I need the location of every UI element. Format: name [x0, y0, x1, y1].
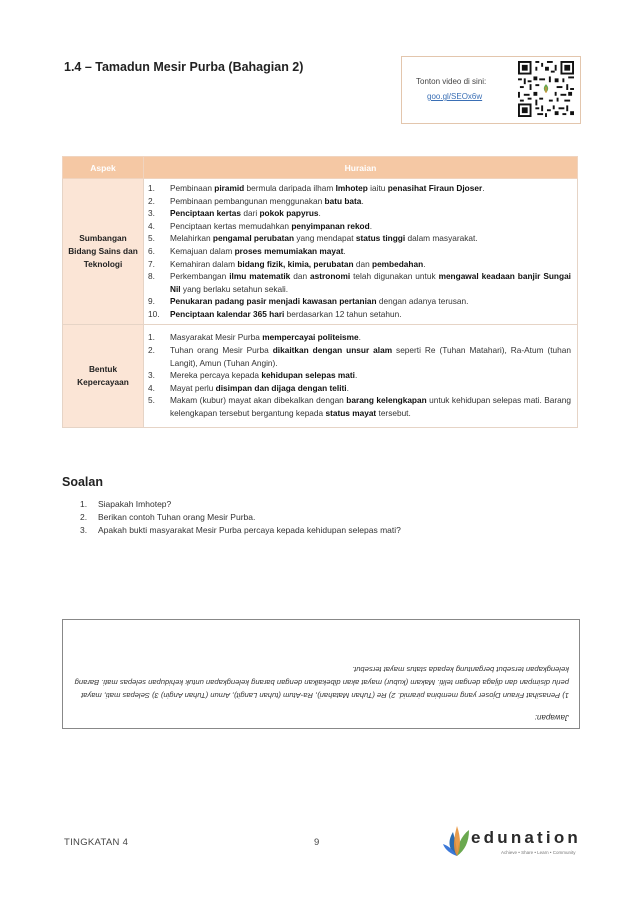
- page-title: 1.4 – Tamadun Mesir Purba (Bahagian 2): [64, 60, 304, 74]
- bold-text: astronomi: [310, 271, 351, 282]
- text: berdasarkan 12 tahun setahun.: [284, 308, 402, 319]
- bold-text: pengamal perubatan: [212, 233, 295, 244]
- list-item: [148, 394, 571, 419]
- table-row: [63, 324, 578, 427]
- text: .: [346, 382, 349, 393]
- text: .: [361, 195, 364, 206]
- list-item: [148, 232, 571, 245]
- answer-label: Jawapan:: [534, 713, 569, 722]
- text: seperti Re (Tuhan Matahari), Ra-Atum (tuhan Langit), Amun (Tuhan Angin).: [170, 345, 571, 368]
- bold-text: kehidupan selepas mati: [261, 370, 355, 381]
- text: Makam (kubur) mayat akan dibekalkan dengan: [170, 395, 347, 406]
- list-item-number: 6.: [148, 245, 155, 256]
- bold-text: penasihat Firaun Djoser: [387, 183, 483, 193]
- text: Pembinaan: [170, 183, 215, 193]
- soalan-heading: Soalan: [62, 475, 103, 489]
- text: Penciptaan kertas memudahkan: [170, 220, 292, 231]
- list-item: [148, 344, 571, 369]
- question-number: 2.: [80, 512, 88, 523]
- bold-text: mempercayai politeisme: [262, 332, 359, 343]
- bold-text: pembedahan: [372, 258, 424, 269]
- text: telah digunakan untuk: [350, 271, 439, 282]
- video-callout: [401, 56, 581, 124]
- bold-text: ilmu matematik: [229, 271, 291, 282]
- bold-text: Penciptaan kertas: [170, 208, 242, 219]
- aspek-cell: Bentuk Kepercayaan: [63, 324, 144, 427]
- bold-text: pokok papyrus: [259, 208, 319, 219]
- list-item-number: 1.: [148, 332, 155, 343]
- table-header-huraian: Huraian: [144, 157, 578, 179]
- question-text: Siapakah Imhotep?: [98, 499, 172, 509]
- list-item-number: 9.: [148, 296, 155, 307]
- text: Perkembangan: [170, 271, 230, 282]
- text: Kemajuan dalam: [170, 245, 235, 256]
- bold-text: Penciptaan kalendar 365 hari: [170, 308, 285, 319]
- footer-form-level: TINGKATAN 4: [64, 837, 129, 848]
- list-item-number: 8.: [148, 271, 155, 282]
- bold-text: piramid: [214, 183, 245, 193]
- list-item-number: 3.: [148, 370, 155, 381]
- question-number: 3.: [80, 525, 88, 536]
- list-item-number: 7.: [148, 258, 155, 269]
- qr-code-icon[interactable]: [518, 61, 574, 117]
- huraian-list: [148, 331, 571, 419]
- text: .: [482, 183, 485, 193]
- bold-text: disimpan dan dijaga dengan teliti: [215, 382, 347, 393]
- list-item-number: 2.: [148, 195, 155, 206]
- table-row: [63, 179, 578, 325]
- text: Kemahiran dalam: [170, 258, 238, 269]
- bold-text: status mayat: [325, 408, 377, 419]
- question-text: Apakah bukti masyarakat Mesir Purba percaya kepada kehidupan selepas mati?: [98, 525, 401, 536]
- history-table: [62, 156, 578, 428]
- list-item: [148, 258, 571, 271]
- edunation-logo: [441, 824, 581, 860]
- list-item: [148, 220, 571, 233]
- video-label: Tonton video di sini:: [416, 77, 487, 86]
- list-item-number: 1.: [148, 183, 155, 193]
- edunation-leaf-icon: [441, 824, 473, 858]
- bold-text: batu bata: [324, 195, 362, 206]
- text: Mereka percaya kepada: [170, 370, 262, 381]
- text: yang berlaku setahun sekali.: [180, 283, 289, 294]
- text: Masyarakat Mesir Purba: [170, 332, 263, 343]
- text: tersebut.: [376, 408, 411, 419]
- bold-text: proses memumiakan mayat: [234, 245, 344, 256]
- page-number: 9: [314, 837, 320, 848]
- text: Tuhan orang Mesir Purba: [170, 345, 273, 356]
- question-text: Berikan contoh Tuhan orang Mesir Purba.: [98, 512, 256, 523]
- bold-text: Imhotep: [335, 183, 368, 193]
- text: Pembinaan pembangunan menggunakan: [170, 195, 325, 206]
- bold-text: penyimpanan rekod: [291, 220, 370, 231]
- list-item-number: 4.: [148, 382, 155, 393]
- question-number: 1.: [80, 499, 88, 509]
- bold-text: bidang fizik, kimia, perubatan: [237, 258, 354, 269]
- answer-box: [62, 619, 580, 729]
- list-item: [148, 295, 571, 308]
- table-header-row: [63, 157, 578, 179]
- logo-wordmark: edunation: [471, 828, 582, 847]
- text: .: [354, 370, 358, 381]
- text: dari: [241, 208, 260, 219]
- list-item-number: 2.: [148, 345, 155, 356]
- question-list: [80, 498, 401, 538]
- answer-upside-down: [63, 620, 579, 728]
- aspek-cell: Sumbangan Bidang Sains dan Teknologi: [63, 179, 144, 325]
- answer-text: 1) Penasihat Firaun Djoser yang membina piramid. 2) Re (Tuhan Matahari), Ra-Atum (tuhan Langit), Amun (Tuhan Angin) 3) Selepas mati, mayat perlu disimpan dan dijaga dengan teliti. Makam (kubur) mayat akan dibekalkan dengan barang kelengkapan untuk kehidupan selepas mati. Barang kelengkapan tersebut bergantung kepada status mayat tersebut.: [74, 664, 569, 700]
- list-item: [148, 382, 571, 395]
- text: Melahirkan: [170, 233, 213, 244]
- list-item: [148, 245, 571, 258]
- list-item-number: 5.: [148, 395, 155, 406]
- video-link[interactable]: goo.gl/SEOx6w: [427, 92, 483, 101]
- list-item: [148, 308, 571, 321]
- text: .: [343, 245, 346, 256]
- text: Mayat perlu: [170, 382, 216, 393]
- text: dengan adanya terusan.: [376, 296, 469, 307]
- list-item-number: 4.: [148, 220, 155, 231]
- list-item-number: 10.: [148, 308, 160, 319]
- list-item: [148, 182, 571, 195]
- bold-text: barang kelengkapan: [346, 395, 427, 406]
- bold-text: status tinggi: [355, 233, 406, 244]
- text: dan: [353, 258, 372, 269]
- table-header-aspek: Aspek: [63, 157, 144, 179]
- bold-text: dikaitkan dengan unsur alam: [272, 345, 393, 356]
- text: .: [318, 208, 321, 219]
- logo-tagline: Achieve • Share • Learn • Community: [501, 850, 576, 855]
- list-item: [148, 195, 571, 208]
- text: dan: [290, 271, 311, 282]
- huraian-cell: [144, 179, 578, 325]
- text: .: [358, 332, 361, 343]
- text: untuk kehidupan selepas mati. Barang kelengkapan tersebut bergantung kepada: [170, 395, 571, 419]
- huraian-list: [148, 182, 571, 321]
- text: .: [369, 220, 373, 231]
- bold-text: Penukaran padang pasir menjadi kawasan pertanian: [170, 296, 377, 307]
- text: yang mendapat: [294, 233, 356, 244]
- text: dalam masyarakat.: [405, 233, 478, 244]
- list-item: [148, 369, 571, 382]
- text: iaitu: [367, 183, 388, 193]
- bold-text: mengawal keadaan banjir Sungai Nil: [170, 271, 571, 294]
- question-item: [80, 498, 401, 511]
- list-item: [148, 207, 571, 220]
- list-item: [148, 331, 571, 344]
- huraian-cell: [144, 324, 578, 427]
- text: .: [423, 258, 426, 269]
- list-item: [148, 270, 571, 295]
- list-item-number: 5.: [148, 233, 155, 244]
- question-item: [80, 524, 401, 537]
- list-item-number: 3.: [148, 208, 155, 219]
- question-item: [80, 511, 401, 524]
- text: bermula daripada ilham: [244, 183, 336, 193]
